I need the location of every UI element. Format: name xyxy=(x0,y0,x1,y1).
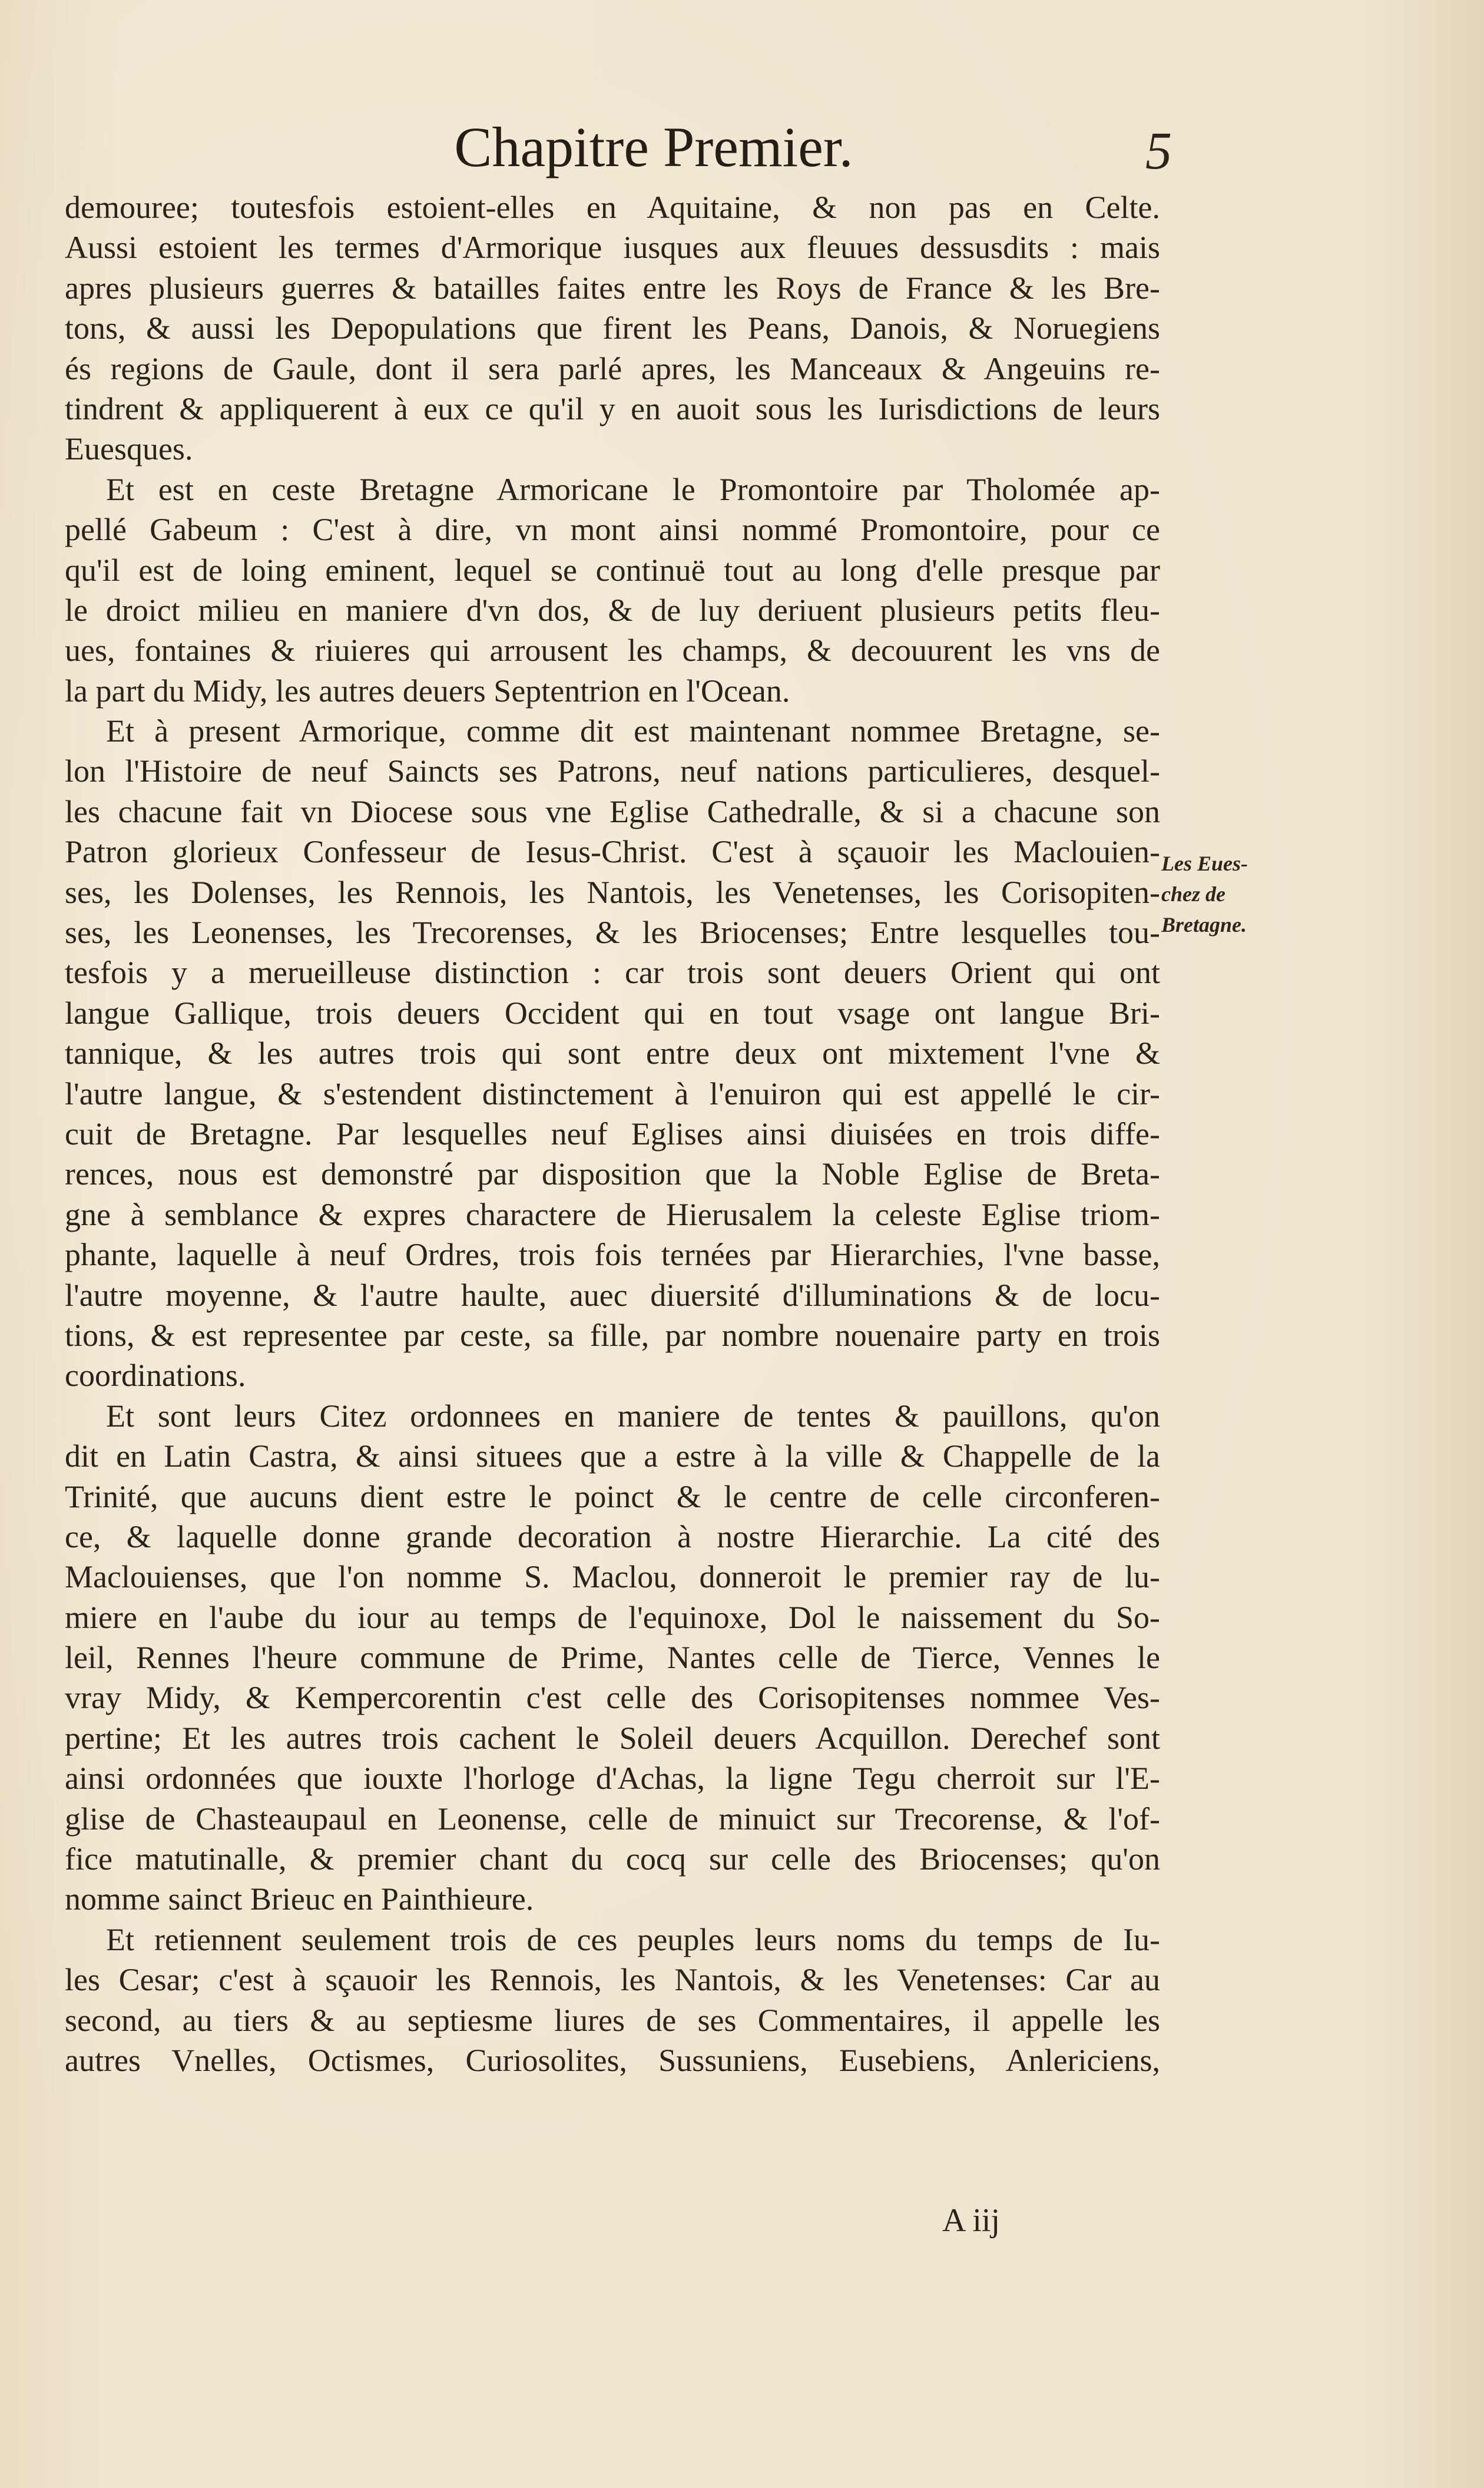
text-line: Euesques. xyxy=(65,431,193,467)
text-line: cuit de Bretagne. Par lesquelles neuf Eglises ainsi diuisées en trois diffe- xyxy=(65,1116,1160,1152)
text-line: leil, Rennes l'heure commune de Prime, Nantes celle de Tierce, Vennes le xyxy=(65,1640,1160,1676)
margin-note-line: chez de xyxy=(1161,882,1225,906)
text-line: nomme sainct Brieuc en Painthieure. xyxy=(65,1881,534,1917)
text-line: glise de Chasteaupaul en Leonense, celle de minuict sur Trecorense, & l'of- xyxy=(65,1801,1160,1837)
text-line: Et sont leurs Citez ordonnees en maniere de tentes & pauillons, qu'on xyxy=(106,1398,1160,1434)
text-line: apres plusieurs guerres & batailles faites entre les Roys de France & les Bre- xyxy=(65,270,1160,306)
text-line: les chacune fait vn Diocese sous vne Eglise Cathedralle, & si a chacune son xyxy=(65,793,1160,829)
page-number: 5 xyxy=(1145,122,1172,180)
text-line: qu'il est de loing eminent, lequel se continuë tout au long d'elle presque par xyxy=(65,552,1160,588)
text-line: tannique, & les autres trois qui sont entre deux ont mixtement l'vne & xyxy=(65,1035,1160,1071)
text-line: Et à present Armorique, comme dit est maintenant nommee Bretagne, se- xyxy=(106,713,1160,749)
text-line: Et est en ceste Bretagne Armoricane le Promontoire par Tholomée ap- xyxy=(106,471,1160,507)
text-line: pellé Gabeum : C'est à dire, vn mont ainsi nommé Promontoire, pour ce xyxy=(65,512,1160,548)
paragraph-5 xyxy=(65,1920,1160,2081)
margin-note-line: Les Eues- xyxy=(1161,852,1248,875)
text-line: dit en Latin Castra, & ainsi situees que a estre à la ville & Chappelle de la xyxy=(65,1438,1160,1474)
text-line: Trinité, que aucuns dient estre le poinct & le centre de celle circonferen- xyxy=(65,1478,1160,1514)
text-line: tesfois y a merueilleuse distinction : car trois sont deuers Orient qui ont xyxy=(65,955,1160,991)
page-header xyxy=(65,112,1172,183)
text-line: l'autre langue, & s'estendent distinctement à l'enuiron qui est appellé le cir- xyxy=(65,1076,1160,1111)
text-line: le droict milieu en maniere d'vn dos, & de luy deriuent plusieurs petits fleu- xyxy=(65,592,1160,628)
text-line: fice matutinalle, & premier chant du cocq sur celle des Briocenses; qu'on xyxy=(65,1841,1160,1877)
margin-note xyxy=(1161,848,1285,940)
paragraph-3 xyxy=(65,711,1160,1396)
text-line: Aussi estoient les termes d'Armorique iusques aux fleuues dessusdits : mais xyxy=(65,230,1160,266)
signature-mark: A iij xyxy=(942,2202,1001,2239)
text-line: ues, fontaines & riuieres qui arrousent les champs, & decouurent les vns de xyxy=(65,633,1160,669)
text-line: ainsi ordonnées que iouxte l'horloge d'Achas, la ligne Tegu cherroit sur l'E- xyxy=(65,1761,1160,1796)
paragraph-4 xyxy=(65,1396,1160,1920)
text-line: demouree; toutesfois estoient-elles en Aquitaine, & non pas en Celte. xyxy=(65,190,1160,225)
text-line: la part du Midy, les autres deuers Septentrion en l'Ocean. xyxy=(65,673,790,709)
text-line: és regions de Gaule, dont il sera parlé apres, les Manceaux & Angeuins re- xyxy=(65,350,1160,386)
running-title: Chapitre Premier. xyxy=(454,115,853,178)
text-line: phante, laquelle à neuf Ordres, trois fois ternées par Hierarchies, l'vne basse, xyxy=(65,1237,1160,1273)
text-line: ce, & laquelle donne grande decoration à nostre Hierarchie. La cité des xyxy=(65,1518,1160,1554)
text-line: Maclouienses, que l'on nomme S. Maclou, donneroit le premier ray de lu- xyxy=(65,1559,1160,1595)
text-line: langue Gallique, trois deuers Occident qui en tout vsage ont langue Bri- xyxy=(65,995,1160,1031)
text-line: autres Vnelles, Octismes, Curiosolites, Sussuniens, Eusebiens, Anlericiens, xyxy=(65,2042,1160,2078)
paragraph-2 xyxy=(65,469,1160,711)
text-line: tindrent & appliquerent à eux ce qu'il y en auoit sous les Iurisdictions de leurs xyxy=(65,391,1160,426)
text-line: second, au tiers & au septiesme liures de ses Commentaires, il appelle les xyxy=(65,2002,1160,2038)
text-line: coordinations. xyxy=(65,1358,246,1394)
text-line: Et retiennent seulement trois de ces peuples leurs noms du temps de Iu- xyxy=(106,1921,1160,1957)
text-line: tons, & aussi les Depopulations que firent les Peans, Danois, & Noruegiens xyxy=(65,310,1160,346)
paragraph-1 xyxy=(65,187,1160,469)
body-text xyxy=(65,187,1160,2080)
text-line: ses, les Dolenses, les Rennois, les Nantois, les Venetenses, les Corisopiten- xyxy=(65,874,1160,910)
text-line: l'autre moyenne, & l'autre haulte, auec diuersité d'illuminations & de locu- xyxy=(65,1277,1160,1313)
text-line: rences, nous est demonstré par disposition que la Noble Eglise de Breta- xyxy=(65,1156,1160,1192)
text-line: miere en l'aube du iour au temps de l'equinoxe, Dol le naissement du So- xyxy=(65,1599,1160,1635)
text-line: lon l'Histoire de neuf Saincts ses Patrons, neuf nations particulieres, desquel- xyxy=(65,753,1160,789)
text-line: pertine; Et les autres trois cachent le Soleil deuers Acquillon. Derechef sont xyxy=(65,1720,1160,1756)
text-line: ses, les Leonenses, les Trecorenses, & les Briocenses; Entre lesquelles tou- xyxy=(65,915,1160,951)
text-line: les Cesar; c'est à sçauoir les Rennois, les Nantois, & les Venetenses: Car au xyxy=(65,1962,1160,1998)
margin-note-line: Bretagne. xyxy=(1161,913,1247,937)
text-line: gne à semblance & expres charactere de Hierusalem la celeste Eglise triom- xyxy=(65,1196,1160,1232)
text-line: Patron glorieux Confesseur de Iesus-Christ. C'est à sçauoir les Maclouien- xyxy=(65,834,1160,870)
text-line: tions, & est representee par ceste, sa fille, par nombre nouenaire party en trois xyxy=(65,1317,1160,1353)
text-line: vray Midy, & Kempercorentin c'est celle des Corisopitenses nommee Ves- xyxy=(65,1680,1160,1716)
